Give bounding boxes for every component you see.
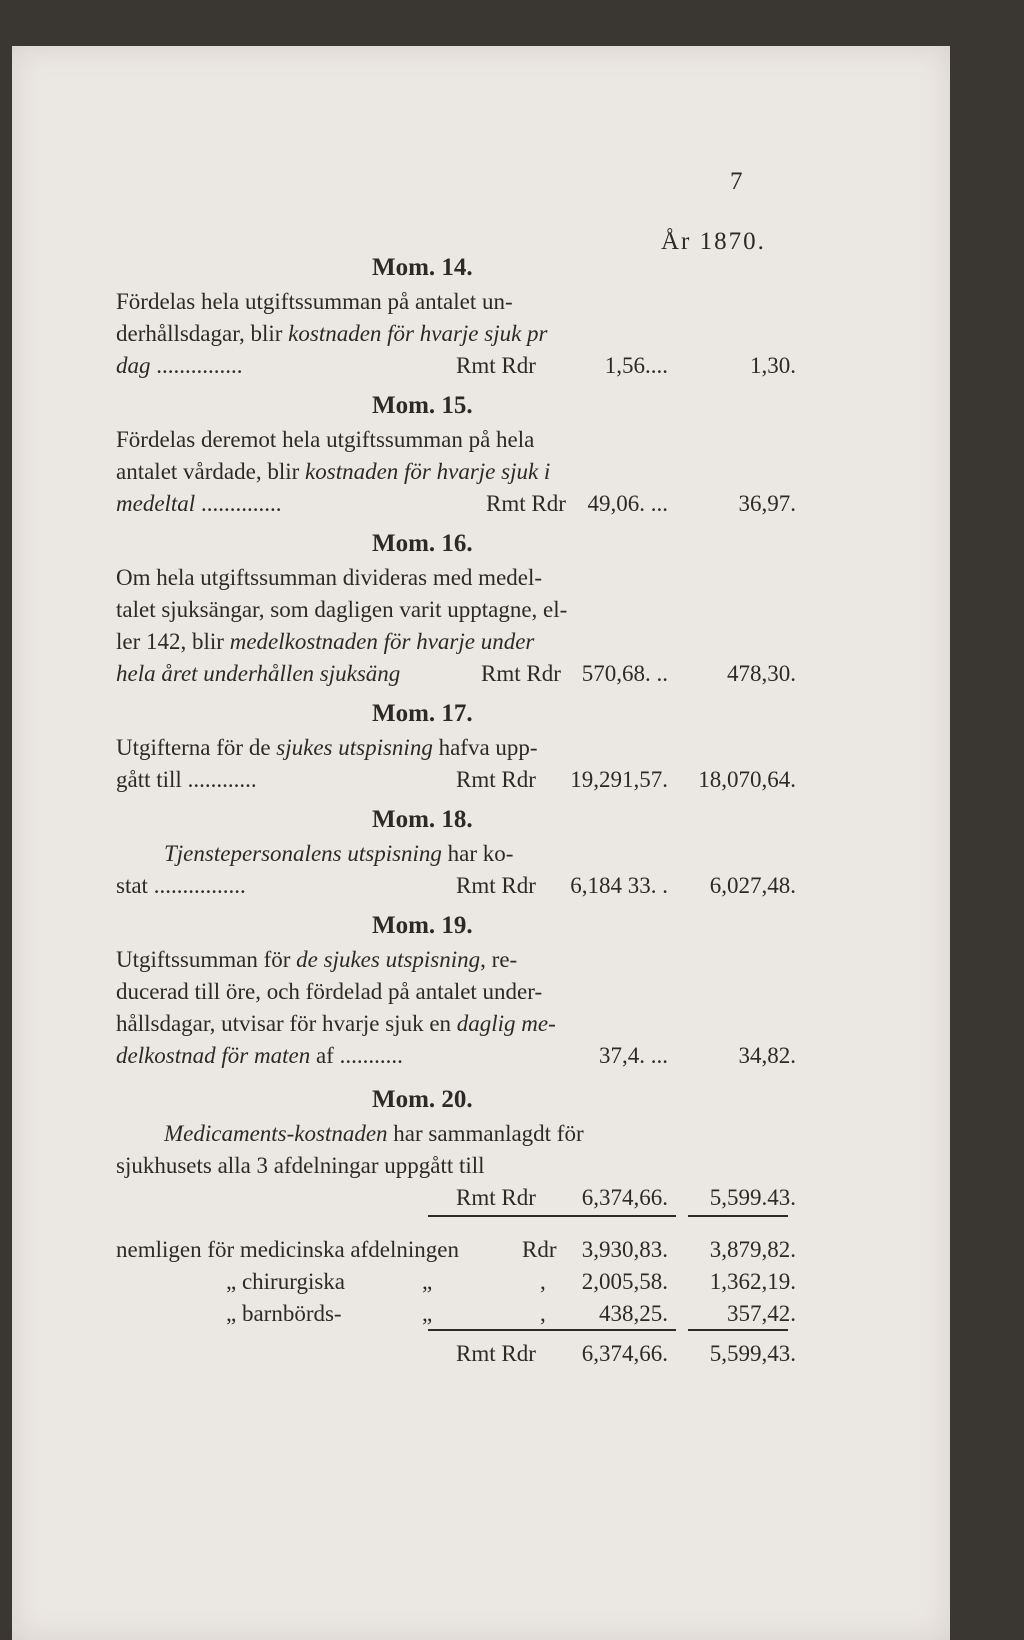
value-line: dag ............... Rmt Rdr 1,56.... 1,30.	[116, 353, 796, 378]
value-line: hela året underhållen sjuksäng Rmt Rdr 570,68. .. 478,30.	[116, 661, 796, 686]
value-line: medeltal .............. Rmt Rdr 49,06. ... 36,97.	[116, 491, 796, 516]
text-line: Om hela utgiftssumman divideras med medel-	[116, 565, 543, 590]
value-line: stat ................ Rmt Rdr 6,184 33. . 6,027,48.	[116, 873, 796, 898]
text-line: sjukhusets alla 3 afdelningar uppgått till	[116, 1153, 485, 1178]
total-rule	[688, 1329, 788, 1331]
document-page	[12, 46, 950, 1640]
section-heading: Mom. 19.	[372, 912, 473, 939]
text-line: ducerad till öre, och fördelad på antalet under-	[116, 979, 543, 1004]
text-line: antalet vårdade, blir kostnaden för hvarje sjuk i	[116, 459, 551, 484]
page-number: 7	[730, 168, 743, 195]
text-line: hållsdagar, utvisar för hvarje sjuk en daglig me-	[116, 1011, 556, 1036]
section-heading: Mom. 17.	[372, 700, 473, 727]
subtotal-rule	[428, 1215, 676, 1217]
section-heading: Mom. 15.	[372, 392, 473, 419]
text-line: Utgiftssumman för de sjukes utspisning, re-	[116, 947, 518, 972]
text-line: talet sjuksängar, som dagligen varit upptagne, el-	[116, 597, 568, 622]
section-heading: Mom. 18.	[372, 806, 473, 833]
section-heading: Mom. 20.	[372, 1086, 473, 1113]
text-line: Medicaments-kostnaden har sammanlagdt för	[164, 1121, 584, 1146]
text-line: Tjenstepersonalens utspisning har ko-	[164, 841, 514, 866]
text-line: Fördelas deremot hela utgiftssumman på hela	[116, 427, 535, 452]
section-heading: Mom. 14.	[372, 254, 473, 281]
breakdown-row: nemligen för medicinska afdelningen Rdr 3,930,83. 3,879,82.	[116, 1237, 796, 1262]
total-rule	[428, 1329, 676, 1331]
value-line: gått till ............ Rmt Rdr 19,291,57. 18,070,64.	[116, 767, 796, 792]
year-header: År 1870.	[661, 228, 766, 255]
section-heading: Mom. 16.	[372, 530, 473, 557]
text-line: derhållsdagar, blir kostnaden för hvarje sjuk pr	[116, 321, 548, 346]
text-line: Utgifterna för de sjukes utspisning hafva upp-	[116, 735, 538, 760]
subtotal-rule	[688, 1215, 788, 1217]
text-line: ler 142, blir medelkostnaden för hvarje under	[116, 629, 535, 654]
breakdown-row: „ chirurgiska „ , 2,005,58. 1,362,19.	[226, 1269, 796, 1294]
breakdown-row: „ barnbörds- „ , 438,25. 357,42.	[226, 1301, 796, 1326]
total-row: Rmt Rdr 6,374,66. 5,599,43.	[456, 1341, 796, 1366]
text-line: Fördelas hela utgiftssumman på antalet un-	[116, 289, 513, 314]
value-line: Rmt Rdr 6,374,66. 5,599.43.	[456, 1185, 796, 1210]
value-line: delkostnad för maten af ........... 37,4. ... 34,82.	[116, 1043, 796, 1068]
